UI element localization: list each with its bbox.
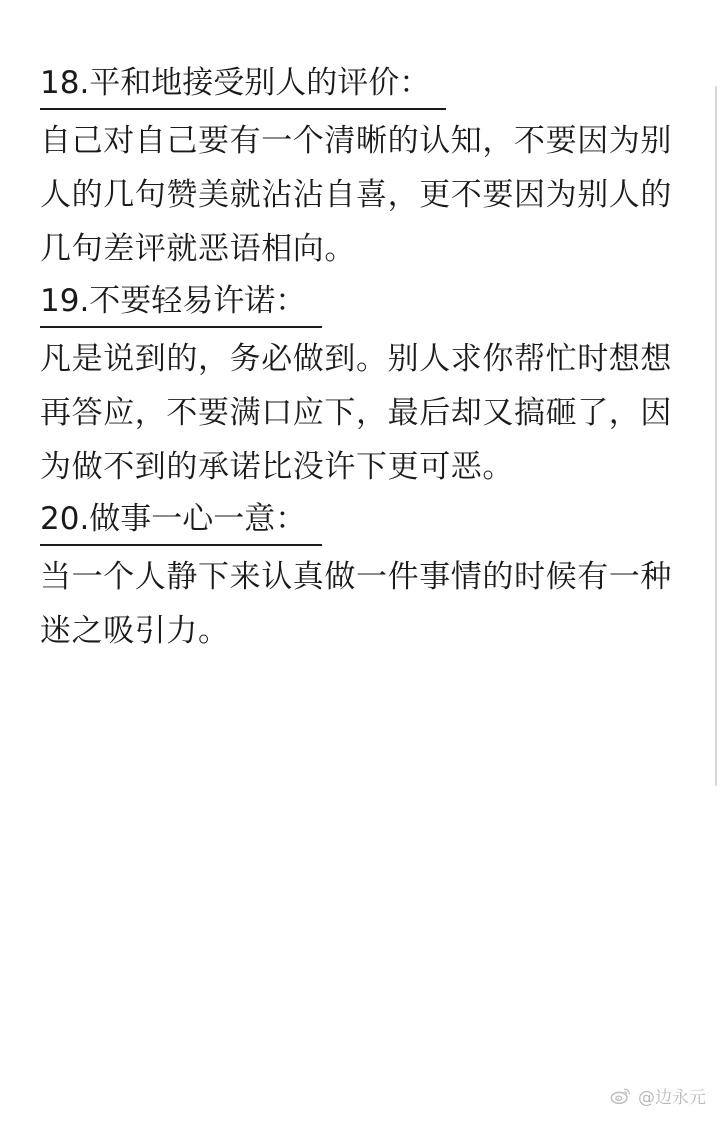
tip-18-body: 自己对自己要有一个清晰的认知，不要因为别人的几句赞美就沾沾自喜，更不要因为别人的几句差评就恶语相向。 (40, 123, 672, 267)
tip-19-section (40, 276, 690, 494)
weibo-logo-icon (610, 1085, 632, 1107)
faded-artifact (40, 848, 160, 862)
scrollbar[interactable] (715, 86, 717, 786)
tip-18-heading: 18.平和地接受别人的评价： (40, 58, 446, 110)
tip-19-heading: 19.不要轻易许诺： (40, 276, 322, 328)
tip-20-section (40, 494, 690, 658)
watermark (610, 1083, 706, 1108)
tip-19-body: 凡是说到的，务必做到。别人求你帮忙时想想再答应，不要满口应下，最后却又搞砸了，因为做不到的承诺比没许下更可恶。 (40, 341, 672, 485)
tip-20-heading: 20.做事一心一意： (40, 494, 322, 546)
tip-18-section (40, 58, 690, 276)
tip-20-body: 当一个人静下来认真做一件事情的时候有一种迷之吸引力。 (40, 559, 672, 649)
watermark-text: @边永元 (638, 1088, 706, 1108)
article-content (40, 58, 690, 658)
